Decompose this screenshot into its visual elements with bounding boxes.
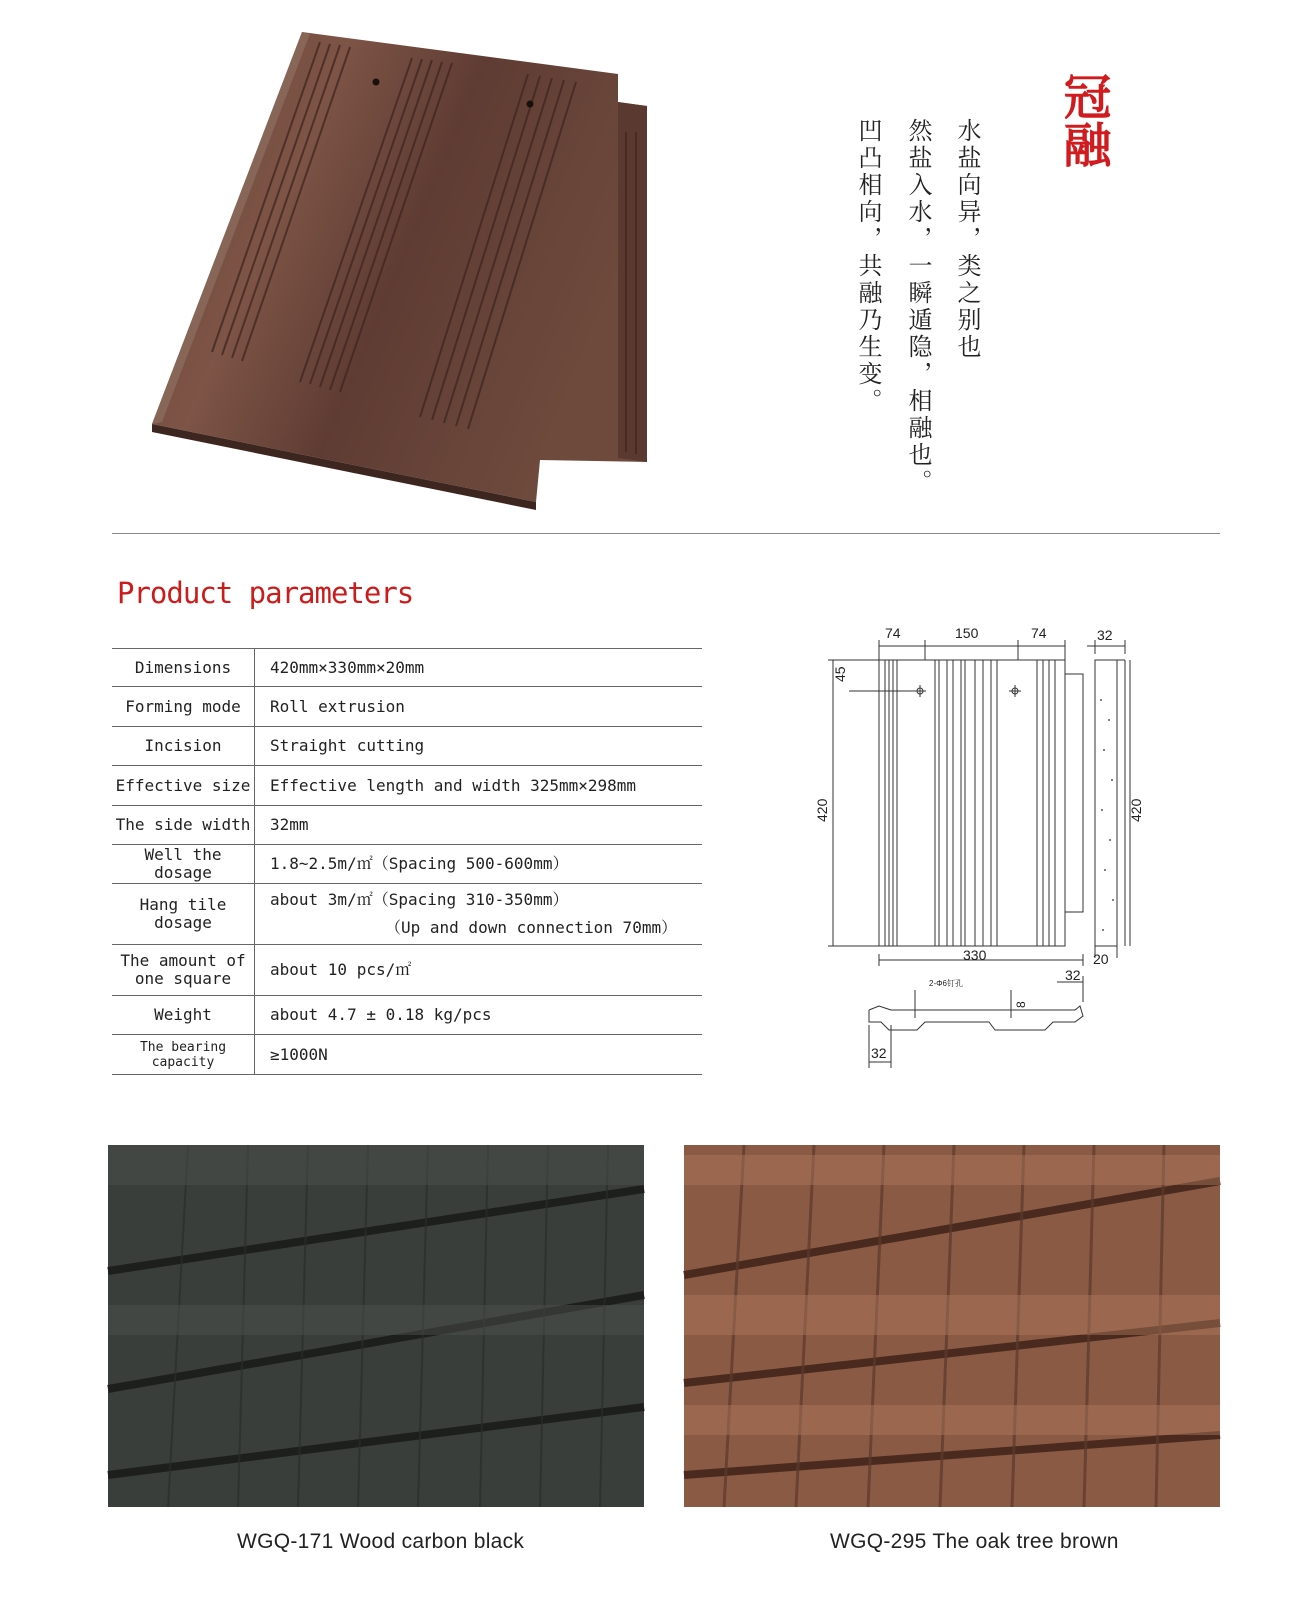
photo-caption-right: WGQ-295 The oak tree brown <box>830 1530 1119 1553</box>
params-table <box>112 648 702 1075</box>
dim-label-45: 45 <box>832 666 848 682</box>
product-tile-image <box>150 22 670 522</box>
roof-photo-oak-brown <box>684 1145 1220 1507</box>
dim-label-right: 74 <box>1031 625 1047 641</box>
param-value: Straight cutting <box>270 736 425 755</box>
poem-line-2: 然盐入水，一瞬遁隐，相融也。 <box>904 118 932 496</box>
dim-label-section-32: 32 <box>1065 967 1081 983</box>
param-row-side-width <box>112 806 702 845</box>
param-label: Hang tile dosage <box>112 884 255 944</box>
param-row-weight <box>112 996 702 1035</box>
brand-title: 冠融 <box>1055 72 1111 168</box>
section-divider <box>112 533 1220 534</box>
param-label: The bearing capacity <box>112 1035 255 1074</box>
param-value: about 3m/㎡（Spacing 310-350mm） <box>270 890 569 909</box>
poem-line-3: 凹凸相向，共融乃生变。 <box>854 118 882 415</box>
dim-label-side: 32 <box>1097 627 1113 643</box>
param-row-well-dosage <box>112 845 702 884</box>
photo-caption-left: WGQ-171 Wood carbon black <box>237 1530 525 1553</box>
dim-label-bottom-side: 20 <box>1093 951 1109 967</box>
param-row-hang-tile-dosage <box>112 884 702 945</box>
dim-label-left: 74 <box>885 625 901 641</box>
param-label: Weight <box>112 996 255 1034</box>
technical-drawing <box>814 625 1185 1090</box>
dim-label-section-32-bottom: 32 <box>871 1045 887 1061</box>
dim-label-width: 330 <box>963 947 987 963</box>
roof-photo-carbon-black <box>108 1145 644 1507</box>
param-label: The amount of one square <box>112 945 255 995</box>
param-row-bearing-capacity <box>112 1035 702 1075</box>
param-row-amount-per-square <box>112 945 702 996</box>
param-value: ≥1000N <box>270 1044 328 1064</box>
param-row-effective-size <box>112 766 702 806</box>
param-label: Dimensions <box>112 649 255 686</box>
param-value: 420mm×330mm×20mm <box>270 657 425 677</box>
section-title: Product parameters <box>117 576 414 610</box>
param-row-dimensions <box>112 648 702 687</box>
param-value: 32mm <box>270 815 309 834</box>
param-row-incision <box>112 727 702 766</box>
param-value-secondary: （Up and down connection 70mm） <box>385 918 678 937</box>
dim-label-middle: 150 <box>955 625 979 641</box>
param-label: Well the dosage <box>112 845 255 883</box>
param-value: 1.8~2.5m/㎡（Spacing 500-600mm） <box>270 854 569 873</box>
poem-line-1: 水盐向异，类之别也 <box>953 118 981 361</box>
param-value: Roll extrusion <box>270 696 405 716</box>
hole-note: 2-Φ6钉孔 <box>929 979 963 988</box>
param-label: Forming mode <box>112 687 255 726</box>
param-row-forming-mode <box>112 687 702 727</box>
param-label: Effective size <box>112 766 255 805</box>
dim-label-height-left: 420 <box>814 798 830 822</box>
param-label: The side width <box>112 806 255 844</box>
param-label: Incision <box>112 727 255 765</box>
param-value: Effective length and width 325mm×298mm <box>270 775 637 795</box>
dim-label-section-8: 8 <box>1014 1001 1028 1008</box>
dim-label-height-right: 420 <box>1128 798 1144 822</box>
param-value: about 10 pcs/㎡ <box>270 960 412 979</box>
param-value: about 4.7 ± 0.18 kg/pcs <box>270 1005 492 1024</box>
